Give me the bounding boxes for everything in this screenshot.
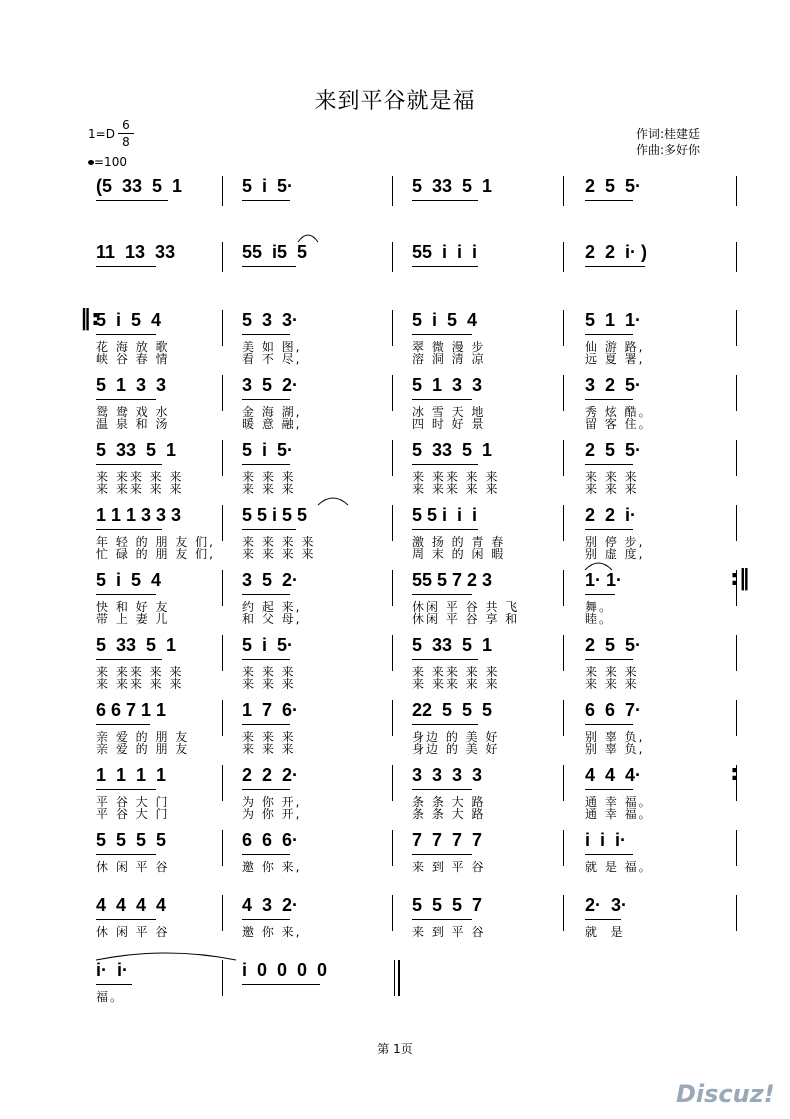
lyric-line: 金 海 湖, [242,405,302,419]
lyric-line: 休 闲 平 谷 [96,925,170,939]
lyric-line: 就 是 [585,925,625,939]
slur [96,953,236,960]
tempo-value: =100 [94,155,127,169]
measure-notes: 3 2 5· [585,375,642,395]
measure-notes: 5 i 5 4 [96,570,162,590]
lyric-line: 约 起 来, [242,600,302,614]
measure-notes: (5 33 5 1 [96,176,183,196]
measure-notes: 22 5 5 5 [412,700,493,720]
lyric-line: 来 来 来 来 [242,547,316,561]
watermark: Discuz! [676,1080,775,1108]
measure-notes: 6 6 7 1 1 [96,700,167,720]
measure-notes: 1 7 6· [242,700,299,720]
composer: 作曲:多好你 [636,143,701,157]
measure-notes: i 0 0 0 0 [242,960,328,980]
lyric-line: 通 幸 福。 [585,807,653,821]
lyric-line: 来 来来 来 来 [96,470,184,484]
lyricist: 作词:桂建廷 [636,127,701,141]
repeat-sign: :‖ [730,566,750,591]
measure-notes: 6 6 7· [585,700,642,720]
measure-notes: 3 5 2· [242,570,299,590]
repeat-sign: ‖: [80,306,100,331]
measure-notes: 1· 1· [585,570,623,590]
lyric-line: 来 来 来 [242,742,296,756]
lyric-line: 忙 碌 的 朋 友 们, [96,547,215,561]
key-signature: 1=D [88,127,115,141]
lyric-line: 别 辜 负, [585,742,645,756]
lyric-line: 美 如 图, [242,340,302,354]
lyric-line: 平 谷 大 门 [96,795,170,809]
lyric-line: 暖 意 融, [242,417,302,431]
lyric-line: 休闲 平 谷 享 和 [412,612,520,626]
measure-notes: 5 i 5· [242,635,294,655]
measure-notes: 5 1 1· [585,310,642,330]
lyric-line: 来 来来 来 来 [412,482,500,496]
lyric-line: 邀 你 来, [242,925,302,939]
lyric-line: 峡 谷 春 情 [96,352,170,366]
measure-notes: 5 i 5· [242,176,294,196]
measure-notes: 11 13 33 [96,242,176,262]
lyric-line: 为 你 开, [242,795,302,809]
lyric-line: 来 来 来 [585,482,639,496]
lyric-line: 来 来来 来 来 [96,482,184,496]
lyric-line: 福。 [96,990,125,1004]
lyric-line: 来 来 来 [242,665,296,679]
song-title: 来到平谷就是福 [314,89,476,114]
measure-notes: 1 1 1 3 3 3 [96,505,182,525]
measure-notes: 5 5 i 5 5 [242,505,308,525]
lyric-line: 休闲 平 谷 共 飞 [412,600,520,614]
measure-notes: 5 33 5 1 [96,635,177,655]
lyric-line: 四 时 好 景 [412,417,486,431]
lyric-line: 来 来 来 [242,470,296,484]
measure-notes: 2 5 5· [585,176,642,196]
lyric-line: 秀 炫 酷。 [585,405,653,419]
lyric-line: 别 辜 负, [585,730,645,744]
lyric-line: 留 客 住。 [585,417,653,431]
measure-notes: 5 i 5 4 [96,310,162,330]
lyric-line: 来 来 来 [585,470,639,484]
lyric-line: 身边 的 美 好 [412,730,500,744]
measure-notes: 5 33 5 1 [412,176,493,196]
repeat-sign: : [730,761,739,786]
lyric-line: 花 海 放 歌 [96,340,170,354]
measure-notes: 6 6 6· [242,830,299,850]
lyric-line: 来 到 平 谷 [412,860,486,874]
lyric-line: 来 来来 来 来 [412,677,500,691]
lyric-line: 来 来来 来 来 [412,470,500,484]
measure-notes: 5 i 5 4 [412,310,478,330]
measure-notes: 4 4 4· [585,765,642,785]
lyric-line: 邀 你 来, [242,860,302,874]
lyric-line: 亲 爱 的 朋 友 [96,742,190,756]
measure-notes: 5 33 5 1 [96,440,177,460]
time-signature-bottom: 8 [122,135,130,149]
measure-notes: 2 2 2· [242,765,299,785]
measure-notes: 5 33 5 1 [412,635,493,655]
measure-notes: 2· 3· [585,895,628,915]
lyric-line: 激 扬 的 青 春 [412,535,506,549]
measure-notes: 5 33 5 1 [412,440,493,460]
measure-notes: 5 5 i i i [412,505,478,525]
measure-notes: 2 5 5· [585,440,642,460]
lyric-line: 别 停 步, [585,535,645,549]
lyric-line: 来 来 来 来 [242,535,316,549]
lyric-line: 温 泉 和 汤 [96,417,170,431]
slur [318,498,348,505]
lyric-line: 来 来来 来 来 [96,677,184,691]
measure-notes: 55 i5 5 [242,242,308,262]
measure-notes: 7 7 7 7 [412,830,483,850]
slur [298,235,318,242]
lyric-line: 来 来 来 [585,665,639,679]
lyric-line: 快 和 好 友 [96,600,170,614]
measure-notes: 5 5 5 5 [96,830,167,850]
lyric-line: 带 上 妻 儿 [96,612,170,626]
lyric-line: 平 谷 大 门 [96,807,170,821]
measure-notes: 55 5 7 2 3 [412,570,493,590]
measure-notes: 5 5 5 7 [412,895,483,915]
time-signature-top: 6 [122,118,130,132]
lyric-line: 条 条 大 路 [412,807,486,821]
lyric-line: 看 不 尽, [242,352,302,366]
lyric-line: 翠 微 漫 步 [412,340,486,354]
measure-notes: 2 2 i· [585,505,637,525]
lyric-line: 通 幸 福。 [585,795,653,809]
lyric-line: 来 来来 来 来 [96,665,184,679]
lyric-line: 冰 雪 天 地 [412,405,486,419]
lyric-line: 来 来 来 [585,677,639,691]
measure-notes: 4 3 2· [242,895,299,915]
measure-notes: 3 3 3 3 [412,765,483,785]
lyric-line: 仙 游 路, [585,340,645,354]
lyric-line: 为 你 开, [242,807,302,821]
measure-notes: 2 5 5· [585,635,642,655]
measure-notes: 2 2 i· ) [585,242,648,262]
measure-notes: 3 5 2· [242,375,299,395]
lyric-line: 睦。 [585,612,614,626]
measure-notes: 5 i 5· [242,440,294,460]
measure-notes: 55 i i i [412,242,478,262]
lyric-line: 远 夏 署, [585,352,645,366]
lyric-line: 来 来来 来 来 [412,665,500,679]
lyric-line: 来 来 来 [242,677,296,691]
measure-notes: 5 1 3 3 [412,375,483,395]
lyric-line: 条 条 大 路 [412,795,486,809]
page-number: 第 1页 [377,1042,413,1056]
measure-notes: 5 3 3· [242,310,299,330]
lyric-line: 周 末 的 闲 暇 [412,547,506,561]
measure-notes: 4 4 4 4 [96,895,167,915]
lyric-line: 溶 洞 清 凉 [412,352,486,366]
lyric-line: 鸳 鸯 戏 水 [96,405,170,419]
slur [585,563,612,570]
lyric-line: 舞。 [585,600,614,614]
lyric-line: 年 轻 的 朋 友 们, [96,535,215,549]
lyric-line: 就 是 福。 [585,860,653,874]
lyric-line: 来 来 来 [242,730,296,744]
lyric-line: 别 虚 度, [585,547,645,561]
lyric-line: 来 到 平 谷 [412,925,486,939]
lyric-line: 和 父 母, [242,612,302,626]
measure-notes: 1 1 1 1 [96,765,167,785]
measure-notes: 5 1 3 3 [96,375,167,395]
measure-notes: i i i· [585,830,627,850]
measure-notes: i· i· [96,960,128,980]
lyric-line: 来 来 来 [242,482,296,496]
lyric-line: 身边 的 美 好 [412,742,500,756]
lyric-line: 休 闲 平 谷 [96,860,170,874]
lyric-line: 亲 爱 的 朋 友 [96,730,190,744]
